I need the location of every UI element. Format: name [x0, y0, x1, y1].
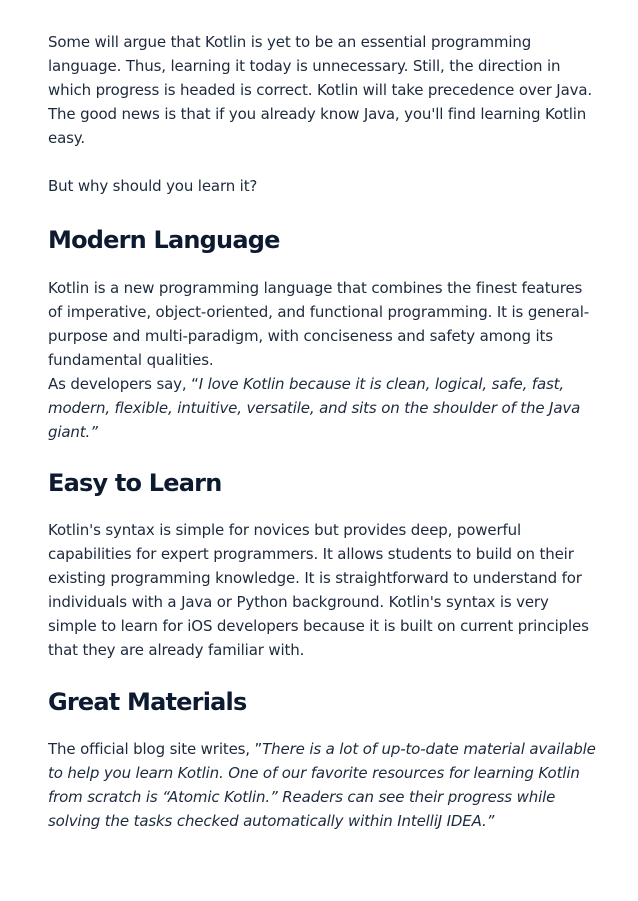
intro-paragraph: Some will argue that Kotlin is yet to be an essential programming language. Thus, learning it today is unnecessary. Still, the direction in which progress is headed is correct. Kotlin will take precedence over Java. The good news is that if you already know Java, you'll find learning Kotlin easy.: [48, 33, 593, 147]
intro-question: But why should you learn it?: [48, 177, 258, 195]
section-heading-easy-to-learn: Easy to Learn: [48, 469, 222, 497]
section-heading-great-materials: Great Materials: [48, 688, 247, 716]
article: [48, 30, 596, 833]
section-heading-modern-language: Modern Language: [48, 226, 280, 254]
modern-language-paragraph: Kotlin is a new programming language that combines the finest features of imperative, object-oriented, and functional programming. It is general-purpose and multi-paradigm, with conciseness and safety among its fundamental qualities.: [48, 279, 590, 369]
easy-to-learn-paragraph: Kotlin's syntax is simple for novices but provides deep, powerful capabilities for expert programmers. It allows students to build on their existing programming knowledge. It is straightforward to understand for individuals with a Java or Python background. Kotlin's syntax is very simple to learn for iOS developers because it is built on current principles that they are already familiar with.: [48, 521, 589, 659]
blog-quote-text: There is a lot of up-to-date material available to help you learn Kotlin. One of our favorite resources for learning Kotlin from scratch is “Atomic Kotlin.” Readers can see their progress while solving the tasks checked automatically within IntelliJ IDEA.”: [48, 740, 596, 830]
developer-quote-lead: As developers say, “: [48, 375, 199, 393]
developer-quote: [48, 372, 596, 444]
blog-quote: [48, 737, 596, 833]
developer-quote-text: I love Kotlin because it is clean, logical, safe, fast, modern, flexible, intuitive, versatile, and sits on the shoulder of the Java giant.”: [48, 375, 581, 441]
blog-quote-lead: The official blog site writes, ”: [48, 740, 263, 758]
